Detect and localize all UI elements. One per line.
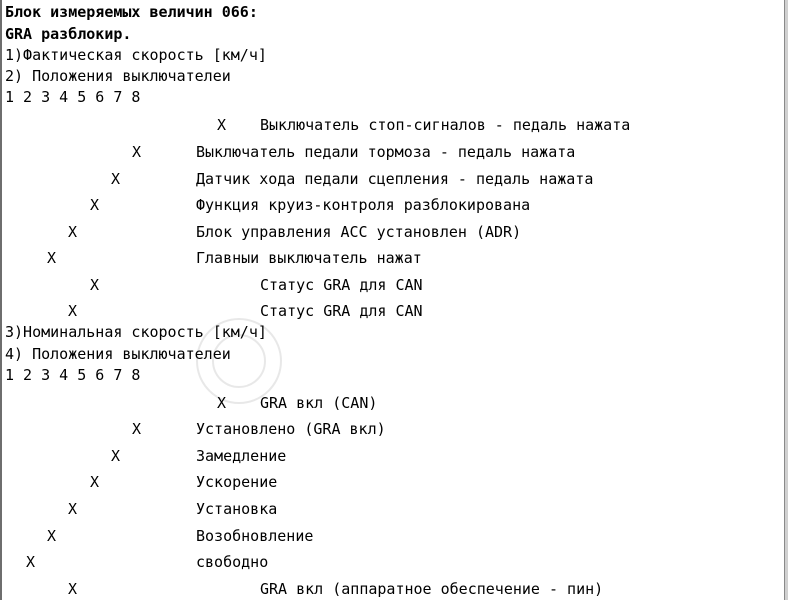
section-4-row-1-mark: X (217, 394, 227, 412)
section-2-row-8-mark: X (68, 302, 78, 320)
section-2-row-4-mark: X (90, 196, 100, 214)
section-2-row-6-mark: X (47, 249, 57, 267)
section-2-row-4-label: Функция круиз-контроля разблокирована (196, 196, 531, 214)
section-2-row-5-mark: X (68, 223, 78, 241)
page-title: Блок измеряемых величин 066: (5, 3, 258, 21)
section-4-row-1-label: GRA вкл (CAN) (260, 394, 378, 412)
section-4-row-3-label: Замедление (196, 447, 287, 465)
section-2-row-7-label: Статус GRA для CAN (260, 276, 423, 294)
section-1-title: 1)Фактическая скорость [км/ч] (5, 46, 267, 64)
section-4-row-5-mark: X (68, 500, 78, 518)
window-left-border (0, 0, 2, 600)
section-2-row-6-label: Главныи выключатель нажат (196, 249, 422, 267)
vertical-scrollbar[interactable] (784, 0, 788, 600)
section-2-row-1-label: Выключатель стоп-сигналов - педаль нажата (260, 116, 631, 134)
section-4-row-5-label: Установка (196, 500, 278, 518)
section-2-row-2-mark: X (132, 143, 142, 161)
section-4-row-3-mark: X (111, 447, 121, 465)
section-4-row-8-label: GRA вкл (аппаратное обеспечение - пин) (260, 580, 604, 598)
section-2-row-3-mark: X (111, 170, 121, 188)
section-2-row-2-label: Выключатель педали тормоза - педаль нажата (196, 143, 576, 161)
section-3-title: 3)Номинальная скорость [км/ч] (5, 323, 267, 341)
section-2-row-1-mark: X (217, 116, 227, 134)
section-4-title: 4) Положения выключателеи (5, 345, 231, 363)
section-2-row-7-mark: X (90, 276, 100, 294)
section-4-row-2-label: Установлено (GRA вкл) (196, 420, 386, 438)
section-4-row-2-mark: X (132, 420, 142, 438)
section-4-row-7-mark: X (26, 553, 36, 571)
section-4-bit-digits: 1 2 3 4 5 6 7 8 (5, 366, 141, 384)
section-2-row-3-label: Датчик хода педали сцепления - педаль нажата (196, 170, 594, 188)
section-2-bit-digits: 1 2 3 4 5 6 7 8 (5, 88, 141, 106)
section-2-row-8-label: Статус GRA для CAN (260, 302, 423, 320)
section-2-row-5-label: Блок управления АСС установлен (ADR) (196, 223, 522, 241)
section-4-row-8-mark: X (68, 580, 78, 598)
page-subtitle: GRA разблокир. (5, 25, 132, 43)
section-4-row-4-mark: X (90, 473, 100, 491)
section-4-row-4-label: Ускорение (196, 473, 278, 491)
section-4-row-7-label: свободно (196, 553, 269, 571)
section-2-title: 2) Положения выключателеи (5, 67, 231, 85)
section-4-row-6-label: Возобновление (196, 527, 314, 545)
section-4-row-6-mark: X (47, 527, 57, 545)
